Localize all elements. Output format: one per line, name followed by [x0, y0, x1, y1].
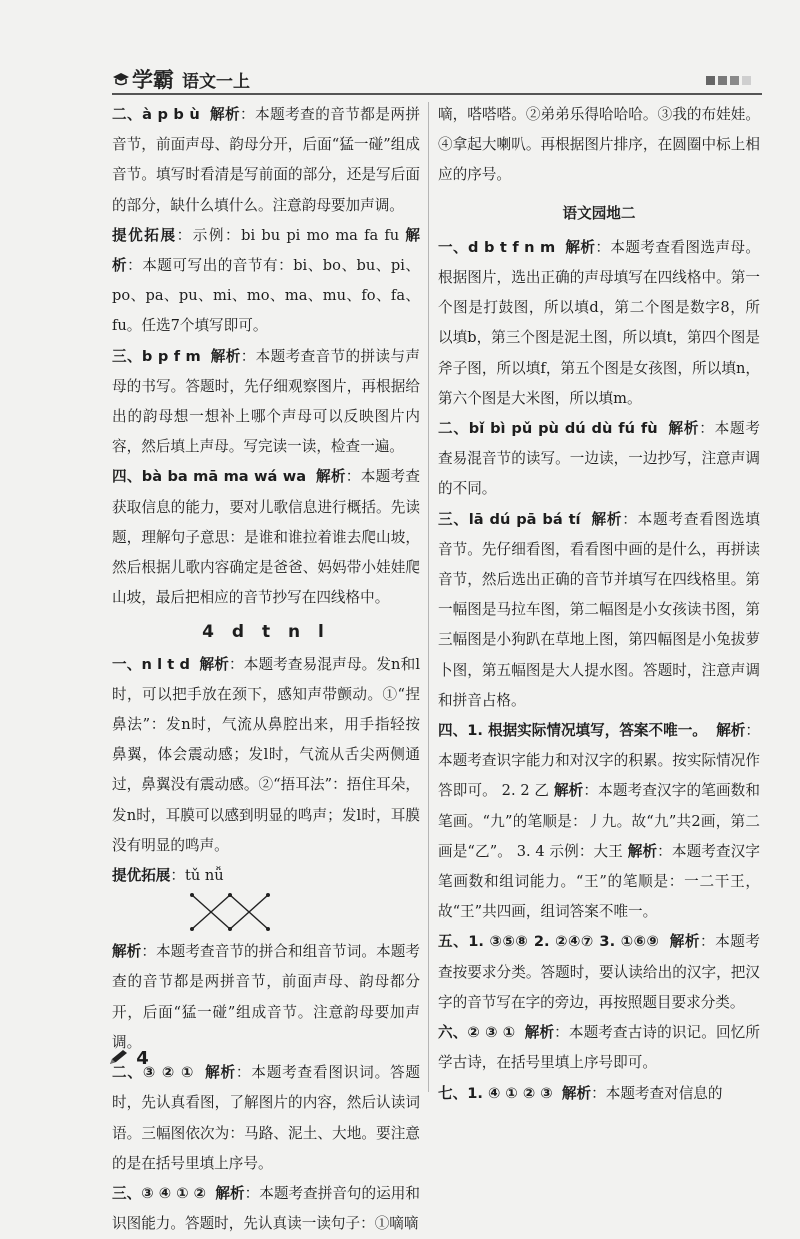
- lesson-title: 4 d t n l: [202, 622, 330, 643]
- page-footer: [108, 1048, 149, 1078]
- answer-paragraph: 四、1. 根据实际情况填写，答案不唯一。 解析：本题考查识字能力和对汉字的积累。按实际情况作答即可。 2. 2 乙 解析：本题考查汉字的笔画数和笔画。“九”的笔顺是：丿九。故“九”共2画，第二画是“乙”。 3. 4 示例：大王 解析：本题考查汉字笔画数和组词能力。“王”的笔顺是：一二干王，故“王”共四画，组词答案不唯一。: [438, 722, 760, 921]
- header-square: [730, 76, 739, 85]
- answer-paragraph: 解析：本题考查音节的拼合和组音节词。本题考查的音节都是两拼音节，前面声母、韵母都分开，后面“猛一碰”组成音节。注意韵母要加声调。: [112, 943, 420, 1051]
- answer-paragraph: 三、lā dú pā bá tí 解析：本题考查看图选填音节。先仔细看图，看看图中画的是什么，再拼读音节，然后选出正确的音节并填写在四线格里。第一幅图是马拉车图，第二幅图是小女孩读书图，第三幅图是小狗趴在草地上图，第四幅图是小兔拔萝卜图，第五幅图是大人提水图。答题时，注意声调和拼音占格。: [438, 510, 760, 709]
- book-title: 语文一上: [182, 72, 250, 92]
- left-column: [112, 100, 420, 1239]
- answer-paragraph: 二、③ ② ① 解析：本题考查看图识词。答题时，先认真看图，了解图片的内容，然后认读词语。三幅图依次为：马路、泥土、大地。要注意的是在括号里填上序号。: [112, 1064, 420, 1172]
- extension-paragraph: 提优拓展：tǔ nǚ: [112, 867, 224, 885]
- header-rule: [112, 93, 762, 95]
- answer-paragraph: 一、n l t d 解析：本题考查易混声母。发n和l时，可以把手放在颈下，感知声带颤动。①“捏鼻法”：发n时，气流从鼻腔出来，用手指轻按鼻翼，体会震动感；发l时，气流从舌尖两侧通过，鼻翼没有震动感。②“捂耳法”：捂住耳朵，发n时，耳膜可以感到明显的鸣声；发l时，耳膜没有明显的鸣声。: [112, 655, 420, 854]
- answer-paragraph: 二、à p b ù 解析：本题考查的音节都是两拼音节，前面声母、韵母分开，后面“猛一碰”组成音节。填写时看清是写前面的部分，还是写后面的部分，缺什么填什么。注意韵母要加声调。: [112, 106, 420, 214]
- header-square: [718, 76, 727, 85]
- graduation-cap-icon: [112, 73, 130, 87]
- pencil-icon: [108, 1048, 136, 1069]
- brand-logo: 学霸: [112, 64, 174, 94]
- answer-paragraph: 嘀，嗒嗒嗒。②弟弟乐得哈哈哈。③我的布娃娃。④拿起大喇叭。再根据图片排序，在圆圈中标上相应的序号。: [438, 106, 760, 184]
- right-column: [438, 100, 760, 1109]
- answer-paragraph: 四、bà ba mā ma wá wa 解析：本题考查获取信息的能力，要对儿歌信息进行概括。先读题，理解句子意思：是谁和谁拉着谁去爬山坡，然后根据儿歌内容确定是爸爸、妈妈带小娃娃爬山坡，最后把相应的音节抄写在四线格中。: [112, 468, 420, 607]
- cross-lines-figure: [112, 891, 420, 937]
- answer-paragraph: 二、bǐ bì pǔ pù dú dù fú fù 解析：本题考查易混音节的读写。一边读，一边抄写，注意声调的不同。: [438, 420, 760, 498]
- column-divider: [428, 102, 429, 1092]
- header-square: [742, 76, 751, 85]
- answer-paragraph: 五、1. ③⑤⑧ 2. ②④⑦ 3. ①⑥⑨ 解析：本题考查按要求分类。答题时，要认读给出的汉字，把汉字的音节写在字的旁边，再按照题目要求分类。: [438, 933, 760, 1011]
- header-square: [706, 76, 715, 85]
- answer-paragraph: 三、③ ④ ① ② 解析：本题考查拼音句的运用和识图能力。答题时，先认真读一读句子：①嘀嘀: [112, 1184, 420, 1233]
- answer-paragraph: 六、② ③ ① 解析：本题考查古诗的识记。回忆所学古诗，在括号里填上序号即可。: [438, 1024, 760, 1072]
- answer-paragraph: 三、b p f m 解析：本题考查音节的拼读与声母的书写。答题时，先仔细观察图片，再根据给出的韵母想一想补上哪个声母可以反映图片内容，然后填上声母。写完读一读，检查一遍。: [112, 347, 420, 456]
- section-title: 语文园地二: [562, 204, 636, 222]
- answer-paragraph: 一、d b t f n m 解析：本题考查看图选声母。根据图片，选出正确的声母填写在四线格中。第一个图是打鼓图，所以填d，第二个图是数字8，所以填b，第三个图是泥土图，所以填t，第四个图是斧子图，所以填f，第五个图是女孩图，所以填n，第六个图是大米图，所以填m。: [438, 238, 760, 407]
- page-header: [112, 62, 762, 98]
- extension-paragraph: 提优拓展：示例：bi bu pi mo ma fa fu 解析：本题可写出的音节有：bi、bo、bu、pi、po、pa、pu、mi、mo、ma、mu、fo、fa、fu。任选7个填写即可。: [112, 226, 420, 335]
- page-number: 4: [136, 1048, 149, 1069]
- answer-paragraph: 七、1. ④ ① ② ③ 解析：本题考查对信息的: [438, 1084, 723, 1102]
